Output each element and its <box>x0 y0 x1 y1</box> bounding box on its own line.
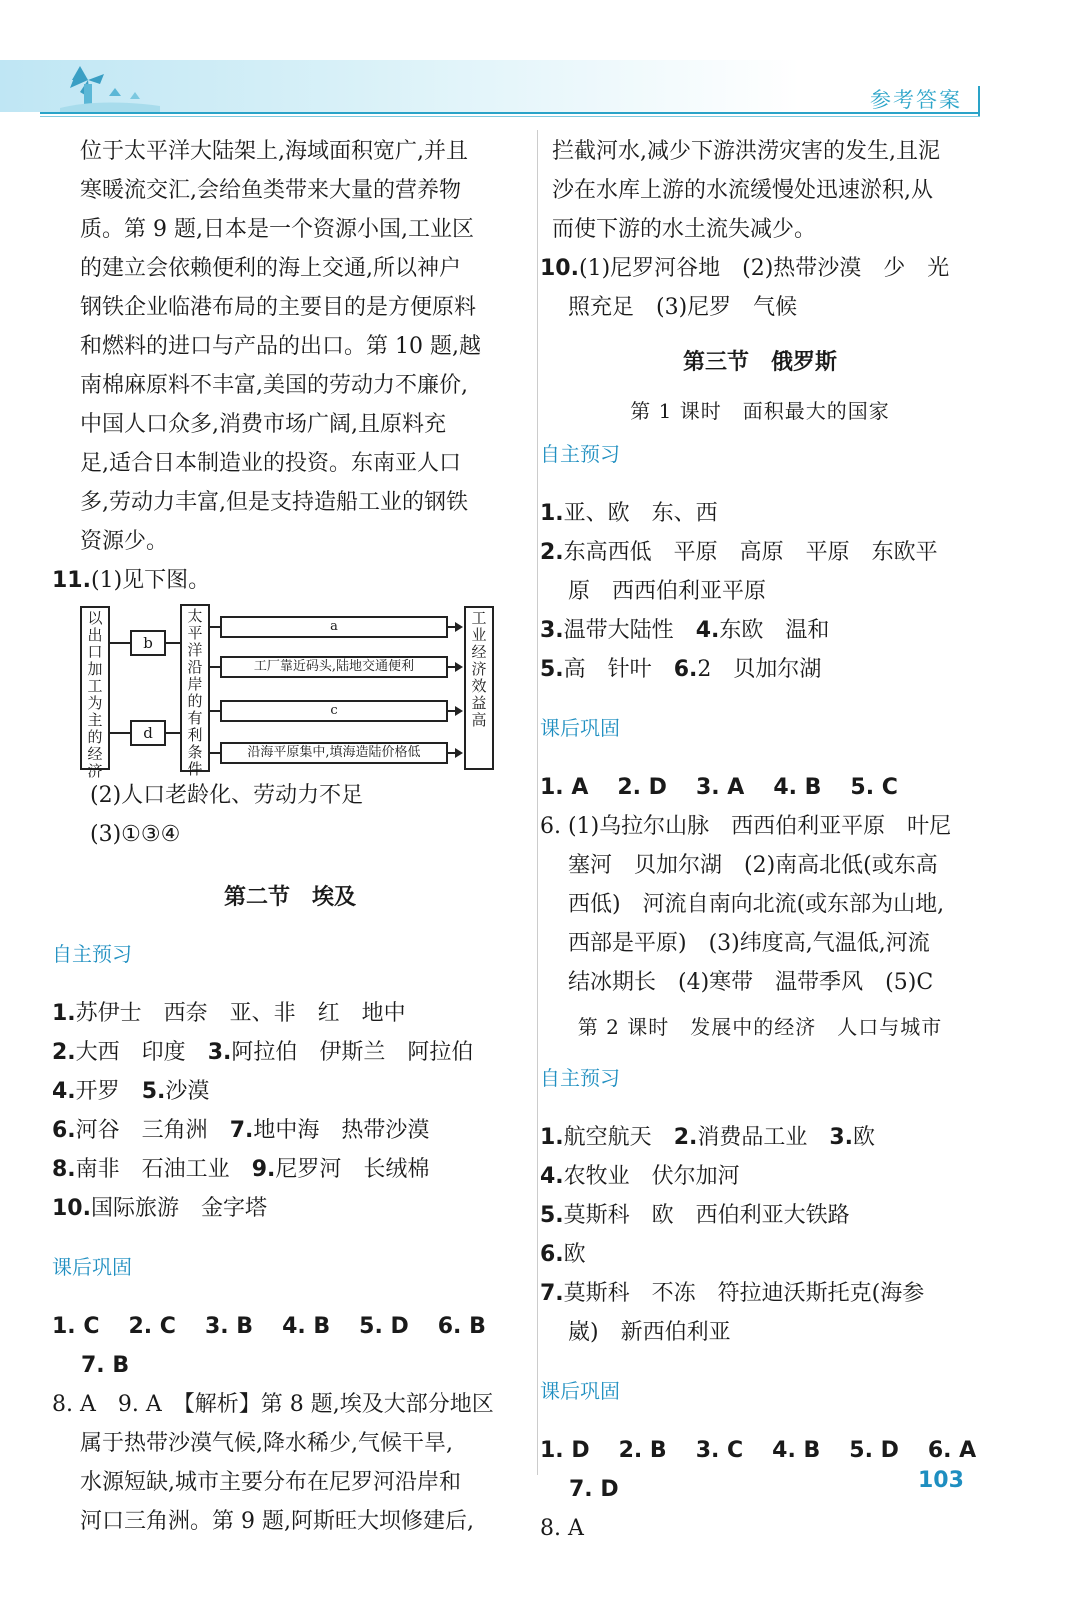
column-divider <box>537 130 538 1475</box>
header-rule-thin <box>40 116 980 117</box>
paragraph-line: 足,适合日本制造业的投资。东南亚人口 <box>80 451 461 476</box>
item-number: 10. <box>52 1196 91 1221</box>
answer-item: 2. D <box>617 775 667 800</box>
arrow-right-icon <box>455 662 463 672</box>
answer-line: 属于热带沙漠气候,降水稀少,气候干旱, <box>80 1431 453 1456</box>
answer-item: 2. C <box>128 1314 176 1339</box>
connector-line <box>210 710 220 712</box>
list-item-cont: 原 西西伯利亚平原 <box>568 579 767 604</box>
list-item <box>52 1072 500 1111</box>
question-11 <box>52 561 500 600</box>
item-number: 9. <box>251 1157 276 1182</box>
answer-item: 4. B <box>772 1438 821 1463</box>
connector-line <box>210 666 220 668</box>
question-text-cont: 照充足 (3)尼罗 气候 <box>568 295 798 320</box>
review-label: 课后巩固 <box>540 1379 620 1403</box>
question-10 <box>540 249 980 288</box>
answer-item: 2. B <box>618 1438 667 1463</box>
review-label: 课后巩固 <box>52 1255 132 1279</box>
item-text: 尼罗河 长绒棉 <box>275 1157 430 1182</box>
item-text: 亚、欧 东、西 <box>563 501 718 526</box>
item-text: 国际旅游 金字塔 <box>90 1196 267 1221</box>
list-item <box>540 611 980 650</box>
page-number: 103 <box>918 1468 964 1493</box>
item-text: 河谷 三角洲 <box>75 1118 230 1143</box>
paragraph-line: 拦截河水,减少下游洪涝灾害的发生,且泥 <box>552 139 940 164</box>
diagram-row-c: c <box>220 700 448 722</box>
diagram-row-2: 工厂靠近码头,陆地交通便利 <box>220 656 448 678</box>
item-text: 消费品工业 <box>697 1125 830 1150</box>
paragraph-line: 钢铁企业临港布局的主要目的是方便原料 <box>80 295 477 320</box>
item-number: 4. <box>540 1164 564 1189</box>
paragraph-line: 南棉麻原料不丰富,美国的劳动力不廉价, <box>80 373 468 398</box>
item-number: 7. <box>229 1118 254 1143</box>
answer-item: 7. D <box>569 1477 619 1502</box>
list-item <box>540 1157 980 1196</box>
answer-row <box>540 1431 980 1509</box>
item-text: 欧 <box>853 1125 876 1150</box>
item-number: 5. <box>540 1203 564 1228</box>
item-number: 6. <box>540 1242 564 1267</box>
answer-item: 1. A <box>540 775 589 800</box>
diagram-right-box-text: 工业经济效益高 <box>471 609 487 729</box>
list-item <box>52 994 500 1033</box>
list-item <box>540 1196 980 1235</box>
item-number: 6. <box>52 1118 76 1143</box>
connector-line <box>166 732 180 734</box>
answer-item: 1. C <box>52 1314 100 1339</box>
answer-item: 5. D <box>849 1438 899 1463</box>
answer-line: 8. A 9. A 【解析】第 8 题,埃及大部分地区 <box>52 1392 494 1417</box>
item-number: 3. <box>829 1125 854 1150</box>
flow-diagram <box>80 604 495 780</box>
diagram-box-b: b <box>130 630 166 656</box>
question-number: 11. <box>52 568 91 593</box>
item-text: 南非 石油工业 <box>75 1157 252 1182</box>
answer-item: 3. C <box>695 1438 744 1463</box>
list-item-cont: 崴) 新西伯利亚 <box>568 1320 731 1345</box>
item-text: 农牧业 伏尔加河 <box>563 1164 740 1189</box>
item-text: 高 针叶 <box>563 657 674 682</box>
answer-item: 3. B <box>204 1314 254 1339</box>
item-text: 莫斯科 欧 西伯利亚大铁路 <box>563 1203 850 1228</box>
item-text: 阿拉伯 伊斯兰 阿拉伯 <box>231 1040 474 1065</box>
lesson-title: 第 2 课时 发展中的经济 人口与城市 <box>577 1015 943 1039</box>
answer-item: 6. B <box>437 1314 486 1339</box>
connector-line <box>166 642 180 644</box>
item-text: 2 贝加尔湖 <box>697 657 822 682</box>
paragraph-line: 中国人口众多,消费市场广阔,且原料充 <box>80 412 446 437</box>
item-number: 4. <box>695 618 720 643</box>
answer-line: 8. A <box>540 1516 584 1541</box>
answer-item: 5. C <box>850 775 898 800</box>
list-item <box>52 1033 500 1072</box>
connector-line <box>110 642 130 644</box>
paragraph-line: 多,劳动力丰富,但是支持造船工业的钢铁 <box>80 490 468 515</box>
answer-item: 3. A <box>695 775 745 800</box>
diagram-right-box <box>464 606 494 770</box>
list-item <box>540 1274 980 1313</box>
item-text: 东高西低 平原 高原 平原 东欧平 <box>563 540 938 565</box>
item-text: 大西 印度 <box>75 1040 208 1065</box>
answer-item: 5. D <box>359 1314 409 1339</box>
paragraph-line: 沙在水库上游的水流缓慢处迅速淤积,从 <box>552 178 933 203</box>
list-item <box>540 1235 980 1274</box>
item-number: 2. <box>52 1040 76 1065</box>
section-title: 第二节 埃及 <box>223 885 356 910</box>
paragraph-line: 寒暖流交汇,会给鱼类带来大量的营养物 <box>80 178 461 203</box>
list-item <box>540 494 980 533</box>
item-text: 沙漠 <box>165 1079 210 1104</box>
connector-line <box>210 626 220 628</box>
item-text: 航空航天 <box>563 1125 674 1150</box>
answer-item: 4. B <box>282 1314 331 1339</box>
diagram-mid-box <box>180 604 210 778</box>
preview-label: 自主预习 <box>540 1066 620 1090</box>
answer-line: 西低) 河流自南向北流(或东部为山地, <box>568 892 945 917</box>
lesson-title: 第 1 课时 面积最大的国家 <box>630 399 890 423</box>
header-title: 参考答案 <box>870 88 962 112</box>
question-number: 10. <box>540 256 579 281</box>
answer-line: (3)①③④ <box>90 822 181 847</box>
right-column <box>540 132 980 1548</box>
list-item <box>540 650 980 689</box>
answer-line: 西部是平原) (3)纬度高,气温低,河流 <box>568 931 930 956</box>
left-column <box>52 132 500 1541</box>
item-number: 1. <box>540 501 564 526</box>
item-text: 地中海 热带沙漠 <box>253 1118 430 1143</box>
item-number: 6. <box>673 657 698 682</box>
item-number: 4. <box>52 1079 76 1104</box>
list-item <box>52 1111 500 1150</box>
arrow-right-icon <box>455 706 463 716</box>
item-number: 5. <box>540 657 564 682</box>
diagram-box-d: d <box>130 720 166 746</box>
item-number: 2. <box>540 540 564 565</box>
item-number: 5. <box>141 1079 166 1104</box>
arrow-right-icon <box>455 622 463 632</box>
connector-line <box>110 732 130 734</box>
diagram-left-box-text: 以出口加工为主的经济 <box>87 609 103 780</box>
diagram-row-a: a <box>220 616 448 638</box>
answer-line: 结冰期长 (4)寒带 温带季风 (5)C <box>568 970 934 995</box>
item-text: 开罗 <box>75 1079 142 1104</box>
diagram-left-box <box>80 606 110 780</box>
question-text: (1)尼罗河谷地 (2)热带沙漠 少 光 <box>578 256 950 281</box>
answer-item: 1. D <box>540 1438 590 1463</box>
list-item <box>52 1189 500 1228</box>
item-number: 3. <box>540 618 564 643</box>
item-number: 8. <box>52 1157 76 1182</box>
answer-item: 6. A <box>927 1438 977 1463</box>
list-item <box>52 1150 500 1189</box>
answer-line: 河口三角洲。第 9 题,阿斯旺大坝修建后, <box>80 1509 474 1534</box>
paragraph-line: 和燃料的进口与产品的出口。第 10 题,越 <box>80 334 481 359</box>
arrow-right-icon <box>455 748 463 758</box>
paragraph-line: 资源少。 <box>80 529 169 554</box>
item-text: 苏伊士 西奈 亚、非 红 地中 <box>75 1001 406 1026</box>
question-text: (1)见下图。 <box>90 568 211 593</box>
list-item <box>540 1118 980 1157</box>
answer-row <box>540 768 980 807</box>
preview-label: 自主预习 <box>540 442 620 466</box>
item-number: 1. <box>540 1125 564 1150</box>
answer-item: 4. B <box>773 775 822 800</box>
item-number: 7. <box>540 1281 564 1306</box>
section-title: 第三节 俄罗斯 <box>682 350 837 375</box>
review-label: 课后巩固 <box>540 716 620 740</box>
windmill-icon <box>60 58 160 117</box>
item-number: 3. <box>207 1040 232 1065</box>
answer-line: (2)人口老龄化、劳动力不足 <box>90 783 364 808</box>
paragraph-line: 而使下游的水土流失减少。 <box>552 217 817 242</box>
preview-label: 自主预习 <box>52 942 132 966</box>
preview-list <box>52 994 500 1228</box>
answer-line: 水源短缺,城市主要分布在尼罗河沿岸和 <box>80 1470 461 1495</box>
paragraph-line: 质。第 9 题,日本是一个资源小国,工业区 <box>80 217 474 242</box>
item-text: 欧 <box>563 1242 586 1267</box>
answer-item: 7. B <box>81 1353 130 1378</box>
diagram-mid-box-text: 太平洋沿岸的有利条件 <box>187 607 203 778</box>
item-text: 东欧 温和 <box>719 618 830 643</box>
diagram-row-4: 沿海平原集中,填海造陆价格低 <box>220 742 448 764</box>
header-rule <box>40 112 980 114</box>
list-item <box>540 533 980 572</box>
connector-line <box>210 752 220 754</box>
answer-line: 塞河 贝加尔湖 (2)南高北低(或东高 <box>568 853 938 878</box>
review-list <box>52 1307 500 1541</box>
item-text: 莫斯科 不冻 符拉迪沃斯托克(海参 <box>563 1281 925 1306</box>
answer-line: 6. (1)乌拉尔山脉 西西伯利亚平原 叶尼 <box>540 814 952 839</box>
item-number: 2. <box>673 1125 698 1150</box>
item-text: 温带大陆性 <box>563 618 696 643</box>
answer-row <box>52 1307 500 1385</box>
paragraph-line: 位于太平洋大陆架上,海域面积宽广,并且 <box>80 139 468 164</box>
paragraph-line: 的建立会依赖便利的海上交通,所以神户 <box>80 256 461 281</box>
item-number: 1. <box>52 1001 76 1026</box>
